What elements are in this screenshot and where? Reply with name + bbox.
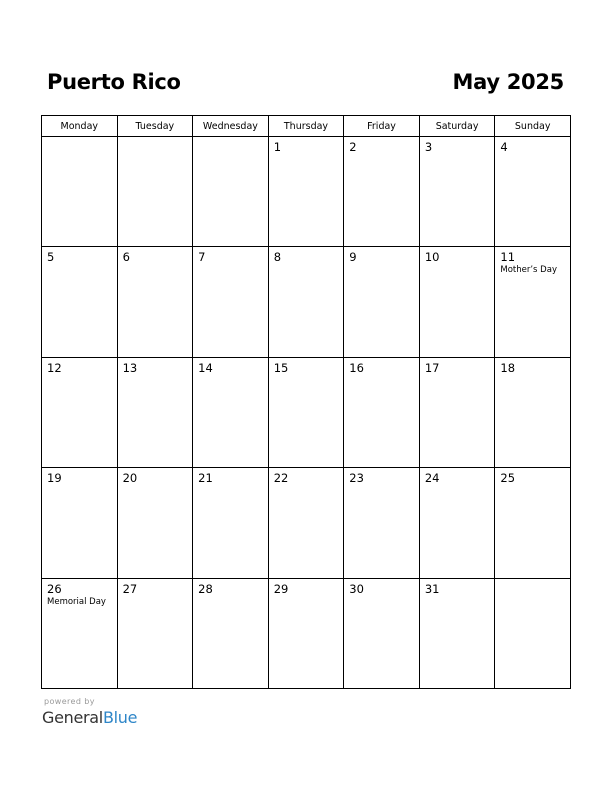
day-number: 21 xyxy=(198,471,213,486)
day-cell xyxy=(344,578,420,688)
day-cell xyxy=(344,357,420,467)
day-number: 29 xyxy=(273,581,289,596)
day-cell xyxy=(193,578,269,688)
day-number: 17 xyxy=(424,360,440,375)
day-cell xyxy=(193,137,269,247)
day-cell xyxy=(42,137,118,247)
week-row-1 xyxy=(42,137,571,247)
week-row-4 xyxy=(42,468,571,578)
day-number: 22 xyxy=(273,471,289,486)
weekday-header-monday: Monday xyxy=(42,116,118,137)
day-cell xyxy=(419,357,495,467)
day-number: 8 xyxy=(273,250,282,265)
weekday-header-sunday: Sunday xyxy=(495,116,571,137)
day-cell xyxy=(117,578,193,688)
day-cell xyxy=(495,578,571,688)
day-number: 23 xyxy=(349,471,364,486)
day-cell xyxy=(42,468,118,578)
day-number: 27 xyxy=(122,581,138,596)
day-number: 31 xyxy=(424,581,440,596)
day-number: 13 xyxy=(122,360,138,375)
brand-general-text: General xyxy=(42,708,103,727)
day-number: 25 xyxy=(500,471,516,486)
day-cell xyxy=(344,137,420,247)
day-number: 5 xyxy=(47,250,55,265)
day-number: 30 xyxy=(349,581,364,596)
weekday-header-thursday: Thursday xyxy=(268,116,344,137)
calendar-grid xyxy=(41,115,571,689)
day-number: 19 xyxy=(47,471,62,486)
week-row-5 xyxy=(42,578,571,688)
day-cell xyxy=(419,578,495,688)
day-number: 12 xyxy=(47,360,62,375)
week-row-3 xyxy=(42,357,571,467)
page-title: Puerto Rico xyxy=(47,70,181,94)
day-cell xyxy=(495,247,571,357)
weekday-header-row xyxy=(42,116,571,137)
day-cell xyxy=(344,468,420,578)
day-number: 16 xyxy=(349,360,364,375)
day-cell xyxy=(419,137,495,247)
day-number: 6 xyxy=(122,250,130,265)
day-cell xyxy=(419,468,495,578)
day-cell xyxy=(42,578,118,688)
month-year-title: May 2025 xyxy=(452,70,564,94)
day-cell xyxy=(495,137,571,247)
day-number: 2 xyxy=(349,140,357,154)
week-row-2 xyxy=(42,247,571,357)
day-cell xyxy=(344,247,420,357)
day-cell xyxy=(117,247,193,357)
day-number: 4 xyxy=(500,140,508,154)
powered-by-text: powered by xyxy=(44,697,95,706)
day-cell xyxy=(117,137,193,247)
day-cell xyxy=(268,468,344,578)
day-cell xyxy=(117,357,193,467)
weekday-header-wednesday: Wednesday xyxy=(193,116,269,137)
day-cell xyxy=(268,137,344,247)
day-cell xyxy=(268,247,344,357)
holiday-label: Memorial Day xyxy=(47,596,106,607)
day-cell xyxy=(495,357,571,467)
day-cell xyxy=(268,357,344,467)
day-number: 10 xyxy=(424,250,440,265)
day-number: 1 xyxy=(273,140,282,154)
day-cell xyxy=(117,468,193,578)
day-number: 15 xyxy=(273,360,289,375)
day-number: 14 xyxy=(198,360,213,375)
holiday-label: Mother’s Day xyxy=(500,265,557,276)
day-cell xyxy=(193,357,269,467)
day-number: 7 xyxy=(198,250,206,265)
weekday-header-friday: Friday xyxy=(344,116,420,137)
day-number: 24 xyxy=(424,471,440,486)
day-cell xyxy=(268,578,344,688)
day-number: 11 xyxy=(500,250,516,265)
day-cell xyxy=(193,468,269,578)
day-number: 9 xyxy=(349,250,357,265)
day-cell xyxy=(495,468,571,578)
day-number: 3 xyxy=(424,140,433,154)
day-cell xyxy=(42,247,118,357)
generalblue-logo[interactable] xyxy=(42,708,137,727)
weekday-header-saturday: Saturday xyxy=(419,116,495,137)
day-number: 20 xyxy=(122,471,138,486)
day-number: 26 xyxy=(47,581,62,596)
day-cell xyxy=(42,357,118,467)
day-number: 18 xyxy=(500,360,516,375)
day-number: 28 xyxy=(198,581,213,596)
weekday-header-tuesday: Tuesday xyxy=(117,116,193,137)
brand-blue-text: Blue xyxy=(102,708,138,727)
day-cell xyxy=(193,247,269,357)
day-cell xyxy=(419,247,495,357)
